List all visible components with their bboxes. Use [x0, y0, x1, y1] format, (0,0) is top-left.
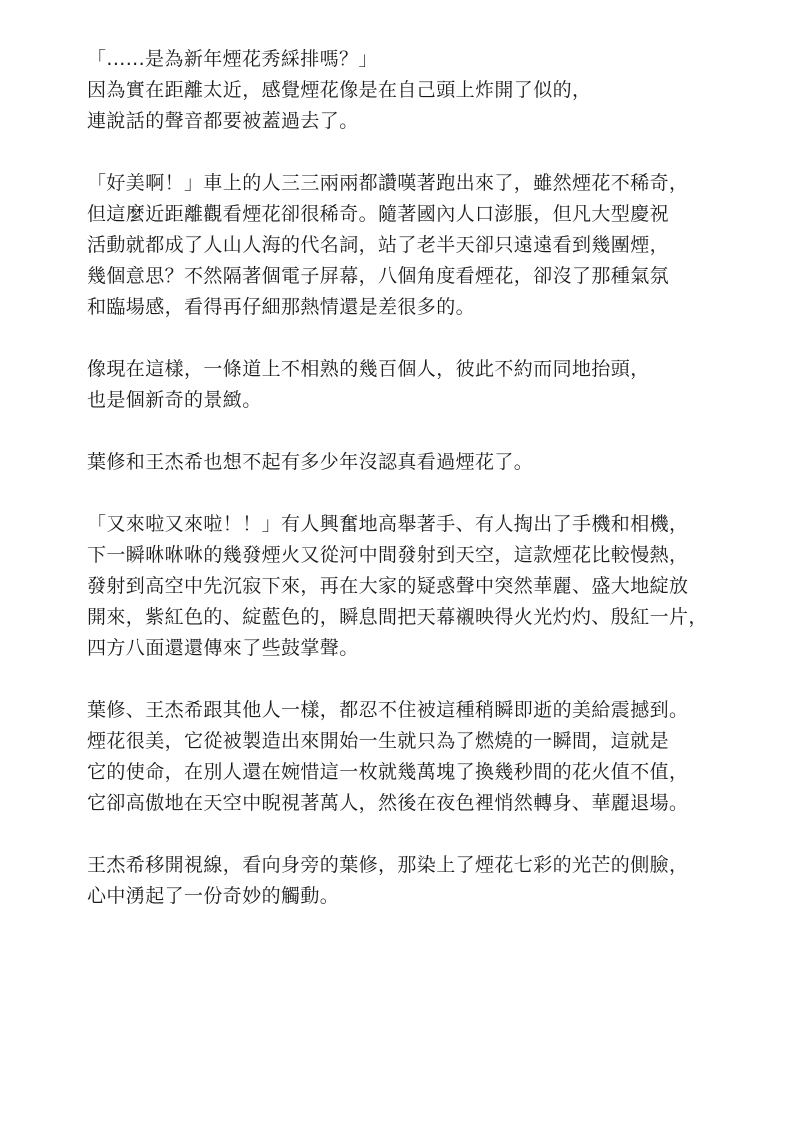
paragraph: [87, 168, 767, 323]
paragraph: [87, 695, 767, 819]
text-line: 像現在這樣，一條道上不相熟的幾百個人，彼此不約而同地抬頭，: [87, 358, 650, 380]
text-line: 「好美啊！」車上的人三三兩兩都讚嘆著跑出來了，雖然煙花不稀奇，: [87, 172, 689, 194]
paragraph: [87, 850, 767, 912]
text-line: 它的使命，在別人還在婉惜這一枚就幾萬塊了換幾秒間的花火值不值，: [87, 761, 689, 783]
text-body: [87, 44, 767, 943]
paragraph: [87, 354, 767, 416]
text-line: 它卻高傲地在天空中睨視著萬人，然後在夜色裡悄然轉身、華麗退場。: [87, 792, 689, 814]
text-line: 幾個意思？不然隔著個電子屏幕，八個角度看煙花，卻沒了那種氣氛: [87, 265, 670, 287]
text-line: 也是個新奇的景緻。: [87, 389, 262, 411]
text-line: 葉修、王杰希跟其他人一樣，都忍不住被這種稍瞬即逝的美給震撼到。: [87, 699, 689, 721]
paragraph: [87, 447, 767, 478]
text-line: 心中湧起了一份奇妙的觸動。: [87, 885, 340, 907]
text-line: 發射到高空中先沉寂下來，再在大家的疑惑聲中突然華麗、盛大地綻放: [87, 575, 689, 597]
paragraph: [87, 509, 767, 664]
text-line: 王杰希移開視線，看向身旁的葉修，那染上了煙花七彩的光芒的側臉，: [87, 854, 689, 876]
text-line: 四方八面還還傳來了些鼓掌聲。: [87, 637, 359, 659]
text-line: 連說話的聲音都要被蓋過去了。: [87, 110, 359, 132]
text-line: 煙花很美，它從被製造出來開始一生就只為了燃燒的一瞬間，這就是: [87, 730, 670, 752]
paragraph: [87, 44, 767, 137]
text-line: 「又來啦又來啦！！」有人興奮地高舉著手、有人掏出了手機和相機，: [87, 513, 689, 535]
text-line: 但這麼近距離觀看煙花卻很稀奇。隨著國內人口澎脹，但凡大型慶祝: [87, 203, 670, 225]
text-line: 開來，紫紅色的、綻藍色的，瞬息間把天幕襯映得火光灼灼、殷紅一片，: [87, 606, 708, 628]
text-line: 活動就都成了人山人海的代名詞，站了老半天卻只遠遠看到幾團煙，: [87, 234, 670, 256]
text-line: 因為實在距離太近，感覺煙花像是在自己頭上炸開了似的，: [87, 79, 592, 101]
text-line: 「......是為新年煙花秀綵排嗎？」: [87, 48, 378, 70]
text-line: 下一瞬咻咻咻的幾發煙火又從河中間發射到天空，這款煙花比較慢熱，: [87, 544, 689, 566]
text-line: 和臨場感，看得再仔細那熱情還是差很多的。: [87, 296, 476, 318]
text-line: 葉修和王杰希也想不起有多少年沒認真看過煙花了。: [87, 451, 534, 473]
